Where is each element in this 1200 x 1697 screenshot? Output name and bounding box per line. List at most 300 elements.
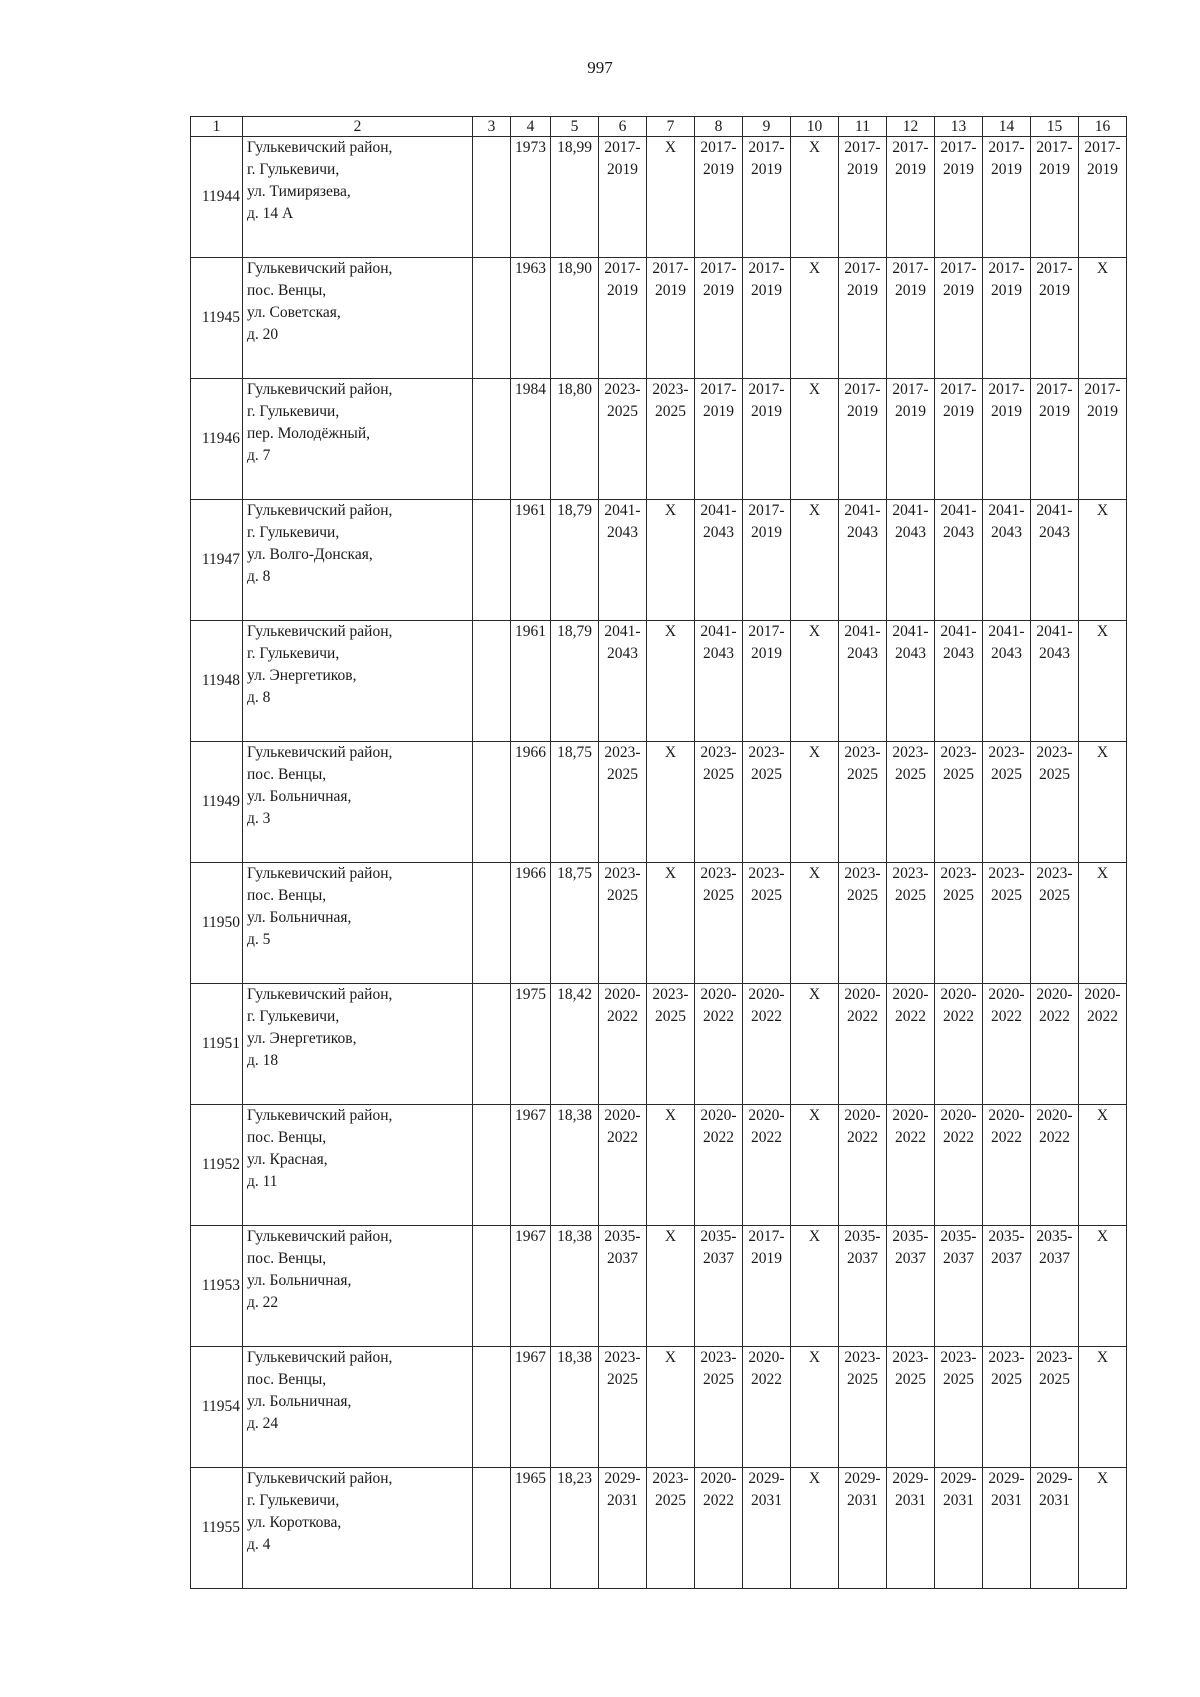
period-end: 2025: [751, 766, 782, 783]
period-cell: X: [647, 742, 695, 863]
period-cell: X: [647, 500, 695, 621]
period-cell: [1031, 742, 1079, 863]
table-row: [191, 379, 1127, 500]
table-row: [191, 863, 1127, 984]
period-start: 2023-: [604, 1349, 641, 1366]
period-cell: [647, 258, 695, 379]
table-row: [191, 621, 1127, 742]
value-cell: 18,75: [551, 863, 599, 984]
period-start: 2020-: [988, 986, 1025, 1003]
period-end: 2031: [943, 1492, 974, 1509]
period-end: 2019: [991, 282, 1022, 299]
period-cell: X: [791, 621, 839, 742]
period-cell: [839, 137, 887, 258]
period-end: 2037: [943, 1250, 974, 1267]
period-end: 2022: [703, 1492, 734, 1509]
address-line: г. Гулькевичи,: [247, 645, 340, 662]
period-start: 2035-: [940, 1228, 977, 1245]
column-3-cell: [473, 137, 511, 258]
period-start: 2041-: [940, 623, 977, 640]
table-body: [191, 137, 1127, 1589]
period-start: 2035-: [844, 1228, 881, 1245]
period-end: 2019: [1087, 161, 1118, 178]
period-start: 2023-: [1036, 744, 1073, 761]
period-cell: [887, 863, 935, 984]
period-end: 2019: [943, 282, 974, 299]
address-line: ул. Советская,: [247, 304, 341, 321]
period-end: 2031: [895, 1492, 926, 1509]
column-3-cell: [473, 1226, 511, 1347]
period-cell: [935, 258, 983, 379]
value-cell: 18,38: [551, 1226, 599, 1347]
period-end: 2025: [655, 1008, 686, 1025]
period-cell: X: [1079, 1226, 1127, 1347]
period-start: 2029-: [940, 1470, 977, 1487]
period-cell: [1031, 984, 1079, 1105]
address-cell: [243, 984, 473, 1105]
period-cell: [695, 1347, 743, 1468]
period-end: 2019: [991, 403, 1022, 420]
year-built-cell: 1966: [511, 863, 551, 984]
period-start: 2029-: [988, 1470, 1025, 1487]
period-cell: X: [791, 1468, 839, 1589]
column-3-cell: [473, 621, 511, 742]
period-cell: X: [791, 1226, 839, 1347]
period-end: 2022: [703, 1008, 734, 1025]
period-cell: [599, 500, 647, 621]
period-end: 2019: [1087, 403, 1118, 420]
period-end: 2019: [751, 1250, 782, 1267]
period-end: 2019: [655, 282, 686, 299]
period-start: 2020-: [700, 1470, 737, 1487]
period-start: 2023-: [844, 744, 881, 761]
period-end: 2037: [703, 1250, 734, 1267]
period-start: 2017-: [988, 381, 1025, 398]
period-start: 2041-: [604, 502, 641, 519]
period-cell: X: [791, 742, 839, 863]
period-end: 2022: [991, 1008, 1022, 1025]
period-end: 2019: [703, 161, 734, 178]
row-number-cell: 11953: [191, 1226, 243, 1347]
period-start: 2017-: [748, 381, 785, 398]
period-end: 2043: [847, 524, 878, 541]
period-cell: [839, 1468, 887, 1589]
column-3-cell: [473, 379, 511, 500]
period-start: 2035-: [988, 1228, 1025, 1245]
period-cell: [743, 500, 791, 621]
address-line: д. 14 А: [247, 205, 294, 222]
period-start: 2023-: [940, 865, 977, 882]
period-cell: [695, 379, 743, 500]
table-row: [191, 500, 1127, 621]
period-start: 2023-: [940, 744, 977, 761]
period-end: 2031: [607, 1492, 638, 1509]
year-built-cell: 1984: [511, 379, 551, 500]
period-cell: [647, 1468, 695, 1589]
period-end: 2025: [1039, 1371, 1070, 1388]
column-header: 8: [695, 117, 743, 137]
period-end: 2019: [751, 645, 782, 662]
period-start: 2023-: [988, 1349, 1025, 1366]
address-line: Гулькевичский район,: [247, 744, 393, 761]
column-header: 2: [243, 117, 473, 137]
period-end: 2043: [991, 524, 1022, 541]
period-start: 2017-: [1036, 260, 1073, 277]
period-start: 2023-: [1036, 1349, 1073, 1366]
row-number-cell: 11944: [191, 137, 243, 258]
period-start: 2023-: [604, 744, 641, 761]
period-end: 2025: [703, 766, 734, 783]
period-end: 2025: [607, 766, 638, 783]
period-cell: [1031, 1105, 1079, 1226]
year-built-cell: 1975: [511, 984, 551, 1105]
period-cell: [839, 1347, 887, 1468]
address-line: ул. Тимирязева,: [247, 183, 351, 200]
period-start: 2017-: [988, 260, 1025, 277]
period-cell: [935, 1105, 983, 1226]
period-start: 2023-: [988, 744, 1025, 761]
period-start: 2041-: [604, 623, 641, 640]
period-cell: [839, 984, 887, 1105]
period-end: 2025: [991, 766, 1022, 783]
period-end: 2043: [943, 524, 974, 541]
period-cell: [983, 742, 1031, 863]
period-start: 2017-: [940, 260, 977, 277]
table-row: [191, 137, 1127, 258]
address-cell: [243, 258, 473, 379]
period-start: 2023-: [748, 865, 785, 882]
row-number-cell: 11954: [191, 1347, 243, 1468]
period-end: 2025: [847, 887, 878, 904]
period-cell: X: [1079, 1468, 1127, 1589]
period-start: 2041-: [844, 502, 881, 519]
value-cell: 18,23: [551, 1468, 599, 1589]
period-end: 2043: [1039, 524, 1070, 541]
address-line: пос. Венцы,: [247, 1250, 327, 1267]
period-end: 2043: [703, 524, 734, 541]
address-line: пос. Венцы,: [247, 1371, 327, 1388]
period-end: 2019: [895, 282, 926, 299]
period-end: 2025: [943, 887, 974, 904]
period-cell: [599, 1347, 647, 1468]
address-cell: [243, 1226, 473, 1347]
address-line: ул. Больничная,: [247, 788, 352, 805]
period-cell: X: [647, 1347, 695, 1468]
period-end: 2022: [895, 1008, 926, 1025]
period-cell: [599, 137, 647, 258]
period-end: 2022: [751, 1371, 782, 1388]
period-start: 2017-: [748, 502, 785, 519]
year-built-cell: 1967: [511, 1226, 551, 1347]
period-start: 2023-: [652, 1470, 689, 1487]
period-cell: [839, 863, 887, 984]
period-cell: [743, 863, 791, 984]
period-cell: X: [647, 1226, 695, 1347]
table-row: [191, 1347, 1127, 1468]
period-start: 2017-: [604, 260, 641, 277]
period-cell: [599, 742, 647, 863]
period-cell: [695, 500, 743, 621]
period-cell: [1031, 863, 1079, 984]
period-cell: X: [647, 1105, 695, 1226]
period-end: 2022: [847, 1129, 878, 1146]
address-line: ул. Энергетиков,: [247, 667, 357, 684]
address-line: Гулькевичский район,: [247, 139, 393, 156]
period-start: 2023-: [940, 1349, 977, 1366]
address-line: г. Гулькевичи,: [247, 161, 340, 178]
period-start: 2017-: [700, 139, 737, 156]
period-end: 2019: [943, 161, 974, 178]
period-start: 2020-: [844, 986, 881, 1003]
period-start: 2020-: [940, 1107, 977, 1124]
period-start: 2020-: [700, 1107, 737, 1124]
page-number: 997: [587, 58, 613, 77]
period-start: 2023-: [652, 381, 689, 398]
row-number-cell: 11952: [191, 1105, 243, 1226]
period-end: 2025: [991, 887, 1022, 904]
column-header: 6: [599, 117, 647, 137]
address-line: Гулькевичский район,: [247, 1228, 393, 1245]
period-start: 2023-: [988, 865, 1025, 882]
period-cell: [599, 621, 647, 742]
column-3-cell: [473, 500, 511, 621]
address-line: Гулькевичский район,: [247, 865, 393, 882]
period-end: 2022: [751, 1129, 782, 1146]
address-line: д. 5: [247, 931, 271, 948]
period-start: 2035-: [1036, 1228, 1073, 1245]
period-cell: X: [647, 863, 695, 984]
address-line: ул. Больничная,: [247, 1393, 352, 1410]
period-end: 2031: [751, 1492, 782, 1509]
address-cell: [243, 379, 473, 500]
period-start: 2020-: [988, 1107, 1025, 1124]
period-cell: [743, 621, 791, 742]
period-cell: [743, 379, 791, 500]
period-start: 2041-: [1036, 623, 1073, 640]
period-end: 2031: [847, 1492, 878, 1509]
period-start: 2041-: [700, 623, 737, 640]
year-built-cell: 1967: [511, 1347, 551, 1468]
period-cell: X: [791, 137, 839, 258]
address-line: Гулькевичский район,: [247, 381, 393, 398]
period-end: 2031: [991, 1492, 1022, 1509]
period-cell: [1031, 1226, 1079, 1347]
period-start: 2041-: [844, 623, 881, 640]
period-cell: [743, 1105, 791, 1226]
period-end: 2019: [1039, 403, 1070, 420]
address-line: Гулькевичский район,: [247, 986, 393, 1003]
table-row: [191, 742, 1127, 863]
period-end: 2043: [607, 524, 638, 541]
year-built-cell: 1973: [511, 137, 551, 258]
period-cell: X: [791, 984, 839, 1105]
period-start: 2017-: [940, 381, 977, 398]
address-line: пос. Венцы,: [247, 282, 327, 299]
period-start: 2041-: [892, 623, 929, 640]
period-end: 2025: [607, 403, 638, 420]
period-cell: X: [1079, 1347, 1127, 1468]
period-start: 2020-: [892, 1107, 929, 1124]
value-cell: 18,99: [551, 137, 599, 258]
address-cell: [243, 1105, 473, 1226]
period-end: 2022: [943, 1008, 974, 1025]
address-line: д. 20: [247, 326, 279, 343]
address-line: г. Гулькевичи,: [247, 524, 340, 541]
address-line: Гулькевичский район,: [247, 623, 393, 640]
value-cell: 18,42: [551, 984, 599, 1105]
period-start: 2023-: [844, 865, 881, 882]
table-row: [191, 984, 1127, 1105]
address-line: д. 18: [247, 1052, 279, 1069]
period-end: 2019: [847, 161, 878, 178]
period-start: 2023-: [844, 1349, 881, 1366]
period-cell: [935, 379, 983, 500]
period-cell: [983, 1226, 1031, 1347]
period-cell: X: [791, 1347, 839, 1468]
period-end: 2022: [1039, 1129, 1070, 1146]
period-cell: [1031, 258, 1079, 379]
address-line: г. Гулькевичи,: [247, 1008, 340, 1025]
period-cell: [839, 742, 887, 863]
period-end: 2022: [607, 1008, 638, 1025]
period-cell: [647, 379, 695, 500]
address-cell: [243, 500, 473, 621]
period-cell: [839, 258, 887, 379]
period-cell: [887, 1468, 935, 1589]
period-end: 2025: [1039, 887, 1070, 904]
period-end: 2019: [751, 161, 782, 178]
address-line: Гулькевичский район,: [247, 1107, 393, 1124]
column-number-row: [191, 117, 1127, 137]
period-start: 2017-: [748, 623, 785, 640]
period-end: 2025: [751, 887, 782, 904]
address-line: пер. Молодёжный,: [247, 425, 371, 442]
period-end: 2022: [991, 1129, 1022, 1146]
period-start: 2017-: [892, 260, 929, 277]
period-cell: [983, 863, 1031, 984]
column-3-cell: [473, 1347, 511, 1468]
period-start: 2023-: [892, 865, 929, 882]
housing-register-table: [190, 116, 1127, 1589]
address-cell: [243, 863, 473, 984]
period-end: 2043: [991, 645, 1022, 662]
period-end: 2019: [751, 524, 782, 541]
period-cell: X: [791, 379, 839, 500]
row-number-cell: 11947: [191, 500, 243, 621]
period-cell: [1031, 500, 1079, 621]
period-cell: [983, 984, 1031, 1105]
period-start: 2029-: [1036, 1470, 1073, 1487]
row-number-cell: 11948: [191, 621, 243, 742]
column-header: 7: [647, 117, 695, 137]
column-header: 4: [511, 117, 551, 137]
period-cell: [695, 1226, 743, 1347]
period-cell: [1079, 984, 1127, 1105]
period-cell: [887, 500, 935, 621]
period-cell: [695, 1468, 743, 1589]
column-header: 5: [551, 117, 599, 137]
address-line: д. 22: [247, 1294, 279, 1311]
period-end: 2025: [607, 1371, 638, 1388]
period-cell: [743, 1347, 791, 1468]
period-start: 2029-: [604, 1470, 641, 1487]
period-start: 2041-: [1036, 502, 1073, 519]
period-end: 2025: [703, 887, 734, 904]
address-line: Гулькевичский район,: [247, 502, 393, 519]
period-end: 2043: [895, 645, 926, 662]
period-cell: [983, 379, 1031, 500]
period-cell: [935, 137, 983, 258]
period-cell: [599, 1226, 647, 1347]
column-3-cell: [473, 863, 511, 984]
period-cell: [839, 621, 887, 742]
address-line: д. 24: [247, 1415, 279, 1432]
period-end: 2025: [655, 403, 686, 420]
address-line: ул. Энергетиков,: [247, 1030, 357, 1047]
period-end: 2037: [895, 1250, 926, 1267]
period-cell: [599, 1105, 647, 1226]
period-start: 2017-: [652, 260, 689, 277]
period-end: 2025: [847, 766, 878, 783]
address-line: пос. Венцы,: [247, 887, 327, 904]
period-end: 2037: [991, 1250, 1022, 1267]
period-end: 2019: [991, 161, 1022, 178]
address-cell: [243, 137, 473, 258]
period-cell: [743, 258, 791, 379]
period-end: 2043: [1039, 645, 1070, 662]
period-start: 2041-: [988, 623, 1025, 640]
period-cell: X: [1079, 500, 1127, 621]
period-start: 2035-: [604, 1228, 641, 1245]
period-start: 2035-: [700, 1228, 737, 1245]
period-cell: [983, 137, 1031, 258]
period-cell: [983, 1468, 1031, 1589]
period-cell: [1031, 1468, 1079, 1589]
address-line: Гулькевичский район,: [247, 260, 393, 277]
period-end: 2022: [751, 1008, 782, 1025]
period-end: 2037: [847, 1250, 878, 1267]
period-end: 2022: [1087, 1008, 1118, 1025]
period-start: 2041-: [988, 502, 1025, 519]
column-3-cell: [473, 258, 511, 379]
address-cell: [243, 1347, 473, 1468]
column-header: 10: [791, 117, 839, 137]
row-number-cell: 11949: [191, 742, 243, 863]
period-end: 2019: [1039, 161, 1070, 178]
period-cell: [695, 742, 743, 863]
period-start: 2017-: [700, 381, 737, 398]
period-cell: [935, 984, 983, 1105]
address-line: пос. Венцы,: [247, 766, 327, 783]
period-start: 2020-: [700, 986, 737, 1003]
row-number-cell: 11950: [191, 863, 243, 984]
period-cell: [887, 1226, 935, 1347]
address-cell: [243, 621, 473, 742]
row-number-cell: 11951: [191, 984, 243, 1105]
period-start: 2017-: [700, 260, 737, 277]
address-line: д. 4: [247, 1536, 271, 1553]
period-start: 2020-: [1084, 986, 1121, 1003]
period-cell: [599, 863, 647, 984]
period-cell: [743, 1468, 791, 1589]
column-3-cell: [473, 1468, 511, 1589]
table-row: [191, 1468, 1127, 1589]
address-line: Гулькевичский район,: [247, 1349, 393, 1366]
period-end: 2025: [895, 766, 926, 783]
period-cell: X: [1079, 1105, 1127, 1226]
period-cell: X: [647, 137, 695, 258]
period-start: 2017-: [604, 139, 641, 156]
